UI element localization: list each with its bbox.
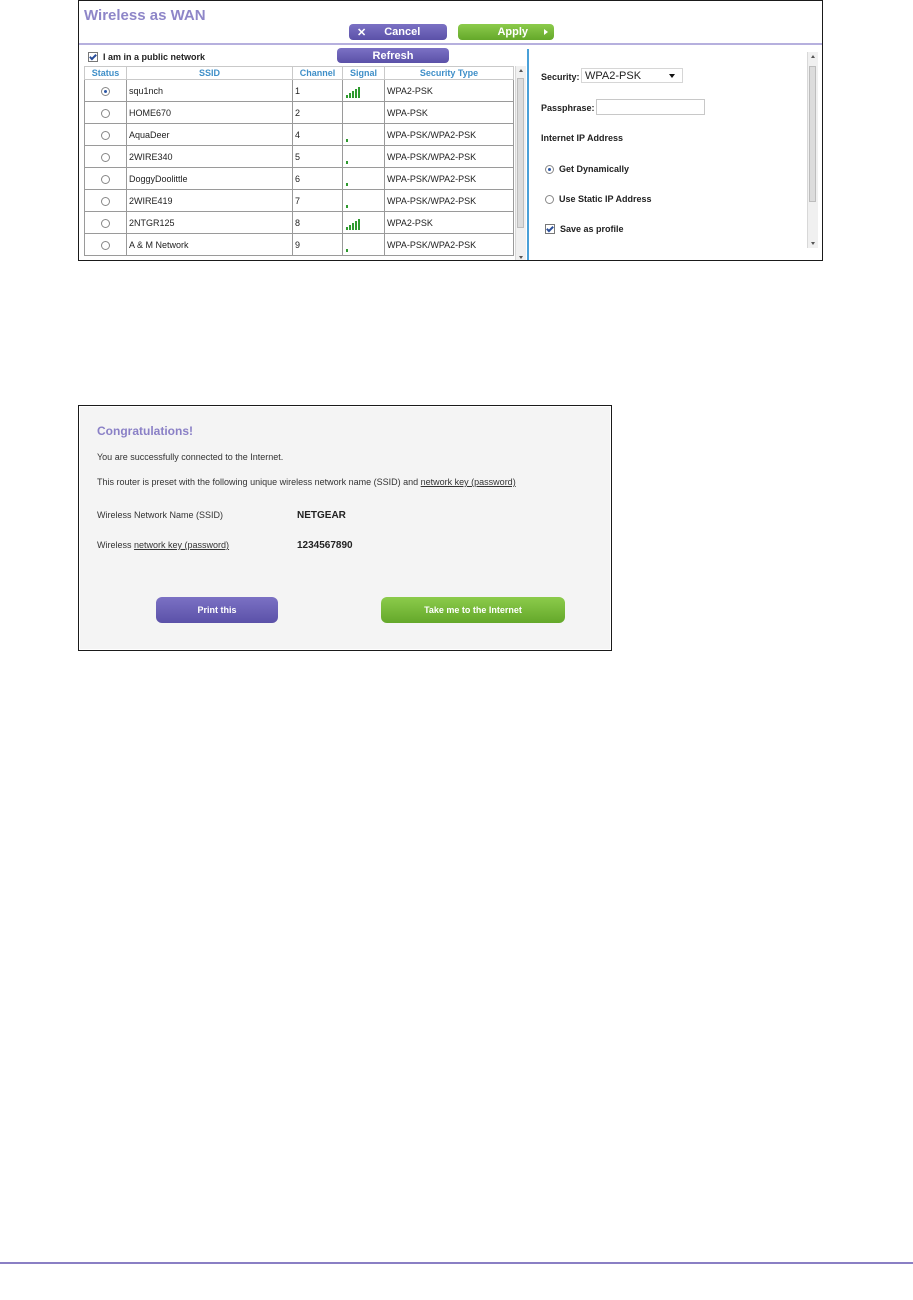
status-cell[interactable] [85, 80, 127, 102]
preset-message [97, 477, 516, 487]
network-key-label-link[interactable]: network key (password) [134, 540, 230, 550]
channel-cell: 1 [293, 80, 343, 102]
cancel-button[interactable] [349, 24, 447, 40]
get-dynamically-option[interactable] [545, 164, 629, 174]
security-type-cell: WPA-PSK/WPA2-PSK [385, 168, 514, 190]
passphrase-input[interactable] [596, 99, 705, 115]
ssid-cell: A & M Network [127, 234, 293, 256]
ssid-cell: 2WIRE340 [127, 146, 293, 168]
signal-strength-icon [346, 109, 361, 120]
signal-strength-icon [346, 87, 361, 98]
signal-strength-icon [346, 175, 361, 186]
congratulations-title: Congratulations! [97, 424, 193, 438]
ssid-cell: 2WIRE419 [127, 190, 293, 212]
settings-scrollbar[interactable] [807, 52, 818, 248]
signal-strength-icon [346, 241, 361, 252]
network-list-scrollbar[interactable] [515, 66, 526, 261]
network-select-radio[interactable] [101, 153, 110, 162]
security-type-cell: WPA-PSK/WPA2-PSK [385, 124, 514, 146]
scrollbar-thumb[interactable] [517, 78, 524, 228]
wireless-as-wan-panel [78, 0, 823, 261]
public-network-checkbox[interactable] [88, 52, 98, 62]
security-select-value: WPA2-PSK [585, 70, 642, 82]
channel-cell: 2 [293, 102, 343, 124]
signal-cell [343, 168, 385, 190]
close-icon: ✕ [357, 26, 367, 39]
public-network-label: I am in a public network [103, 52, 206, 62]
congratulations-panel [78, 405, 612, 651]
status-cell[interactable] [85, 190, 127, 212]
signal-cell [343, 190, 385, 212]
take-me-to-internet-button[interactable]: Take me to the Internet [381, 597, 565, 623]
table-row[interactable] [85, 124, 514, 146]
status-cell[interactable] [85, 124, 127, 146]
page-title: Wireless as WAN [84, 7, 206, 24]
security-label: Security: [541, 72, 580, 82]
column-header-ssid[interactable]: SSID [127, 67, 293, 80]
save-as-profile-checkbox[interactable] [545, 224, 555, 234]
network-key-label [97, 540, 229, 550]
security-type-cell: WPA2-PSK [385, 80, 514, 102]
congratulations-body [80, 407, 610, 649]
get-dynamically-label: Get Dynamically [559, 164, 630, 174]
arrow-right-icon [544, 29, 548, 35]
scroll-down-icon[interactable] [519, 256, 523, 259]
network-select-radio[interactable] [101, 197, 110, 206]
column-header-signal[interactable]: Signal [343, 67, 385, 80]
preset-message-text: This router is preset with the following unique wireless network name (SSID) and [97, 477, 421, 487]
signal-cell [343, 80, 385, 102]
scroll-up-icon[interactable] [811, 55, 815, 58]
column-header-status[interactable]: Status [85, 67, 127, 80]
network-select-radio[interactable] [101, 175, 110, 184]
get-dynamically-radio[interactable] [545, 165, 554, 174]
ssid-cell: AquaDeer [127, 124, 293, 146]
security-type-cell: WPA-PSK [385, 102, 514, 124]
apply-button[interactable] [458, 24, 554, 40]
status-cell[interactable] [85, 234, 127, 256]
signal-cell [343, 146, 385, 168]
status-cell[interactable] [85, 168, 127, 190]
save-as-profile-label: Save as profile [560, 224, 624, 234]
network-select-radio[interactable] [101, 241, 110, 250]
ssid-cell: DoggyDoolittle [127, 168, 293, 190]
channel-cell: 6 [293, 168, 343, 190]
table-row[interactable] [85, 212, 514, 234]
signal-cell [343, 102, 385, 124]
table-row[interactable] [85, 190, 514, 212]
security-type-cell: WPA-PSK/WPA2-PSK [385, 234, 514, 256]
ssid-cell: HOME670 [127, 102, 293, 124]
internet-ip-address-heading: Internet IP Address [541, 133, 624, 143]
ssid-cell: squ1nch [127, 80, 293, 102]
signal-strength-icon [346, 197, 361, 208]
network-select-radio[interactable] [101, 109, 110, 118]
use-static-ip-radio[interactable] [545, 195, 554, 204]
table-row[interactable] [85, 234, 514, 256]
refresh-button[interactable] [337, 48, 449, 63]
ssid-cell: 2NTGR125 [127, 212, 293, 234]
security-select[interactable] [581, 68, 683, 83]
chevron-down-icon [669, 74, 675, 78]
network-key-label-text: Wireless [97, 540, 135, 550]
refresh-button-label: Refresh [372, 49, 414, 62]
table-row[interactable] [85, 168, 514, 190]
column-header-channel[interactable]: Channel [293, 67, 343, 80]
security-type-cell: WPA2-PSK [385, 212, 514, 234]
cancel-button-label: Cancel [384, 26, 421, 38]
security-type-cell: WPA-PSK/WPA2-PSK [385, 146, 514, 168]
network-table [84, 66, 514, 256]
table-row[interactable] [85, 102, 514, 124]
channel-cell: 9 [293, 234, 343, 256]
channel-cell: 8 [293, 212, 343, 234]
network-select-radio[interactable] [101, 87, 110, 96]
scroll-up-icon[interactable] [519, 69, 523, 72]
table-row[interactable] [85, 80, 514, 102]
panel-separator [527, 49, 529, 261]
status-cell[interactable] [85, 212, 127, 234]
scrollbar-thumb[interactable] [809, 66, 816, 202]
ssid-label: Wireless Network Name (SSID) [97, 510, 224, 520]
signal-strength-icon [346, 131, 361, 142]
save-as-profile-option[interactable] [545, 224, 624, 234]
apply-button-label: Apply [497, 26, 528, 38]
channel-cell: 7 [293, 190, 343, 212]
public-network-option[interactable] [88, 52, 205, 62]
scroll-down-icon[interactable] [811, 242, 815, 245]
signal-cell [343, 124, 385, 146]
network-select-radio[interactable] [101, 131, 110, 140]
status-cell[interactable] [85, 102, 127, 124]
signal-strength-icon [346, 219, 361, 230]
use-static-ip-label: Use Static IP Address [559, 194, 652, 204]
signal-cell [343, 212, 385, 234]
ssid-value: NETGEAR [297, 510, 346, 521]
header-divider [79, 43, 822, 45]
print-this-button[interactable]: Print this [156, 597, 278, 623]
security-type-cell: WPA-PSK/WPA2-PSK [385, 190, 514, 212]
table-row[interactable] [85, 146, 514, 168]
network-table-body [85, 80, 514, 256]
signal-cell [343, 234, 385, 256]
footer-divider [0, 1262, 913, 1264]
use-static-ip-option[interactable] [545, 194, 652, 204]
network-key-link[interactable]: network key (password) [420, 477, 516, 487]
channel-cell: 4 [293, 124, 343, 146]
column-header-security-type[interactable]: Security Type [385, 67, 514, 80]
connected-message: You are successfully connected to the Internet. [97, 452, 284, 462]
channel-cell: 5 [293, 146, 343, 168]
status-cell[interactable] [85, 146, 127, 168]
passphrase-label: Passphrase: [541, 103, 595, 113]
signal-strength-icon [346, 153, 361, 164]
network-select-radio[interactable] [101, 219, 110, 228]
table-header-row [85, 67, 514, 80]
network-key-value: 1234567890 [297, 540, 353, 551]
